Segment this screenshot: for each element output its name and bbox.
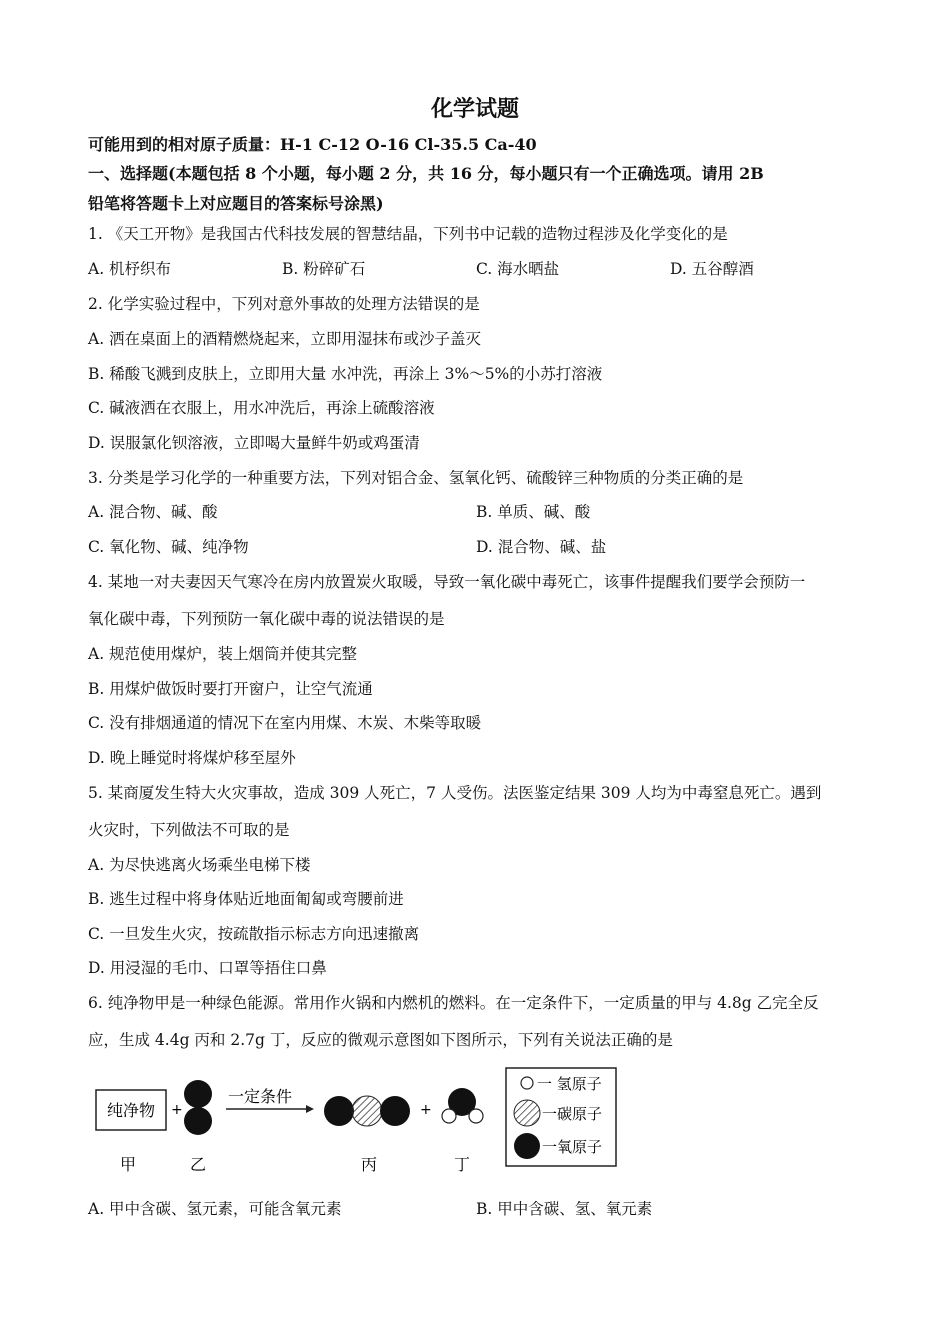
q6-stem-line2: 应，生成 4.4g 丙和 2.7g 丁，反应的微观示意图如下图所示，下列有关说法正确的是: [88, 1031, 673, 1049]
label-jia: 甲: [119, 1155, 137, 1174]
q3-stem: 3. 分类是学习化学的一种重要方法，下列对铝合金、氢氧化钙、硫酸锌三种物质的分类正确的是: [88, 469, 744, 487]
q5-option-a: A. 为尽快逃离火场乘坐电梯下楼: [88, 856, 311, 874]
label-bing: 丙: [360, 1155, 378, 1174]
q1-stem: 1. 《天工开物》是我国古代科技发展的智慧结晶，下列书中记载的造物过程涉及化学变化的是: [88, 225, 728, 243]
hydrogen-atom: [469, 1109, 483, 1123]
page-title: 化学试题: [430, 96, 519, 122]
oxygen-atom: [184, 1107, 212, 1135]
q4-option-a: A. 规范使用煤炉，装上烟筒并使其完整: [88, 645, 358, 663]
q2-stem: 2. 化学实验过程中，下列对意外事故的处理方法错误的是: [88, 295, 480, 313]
q5-option-d: D. 用浸湿的毛巾、口罩等捂住口鼻: [88, 959, 327, 977]
legend-hydrogen-icon: [521, 1077, 533, 1089]
q4-stem-line2: 氧化碳中毒，下列预防一氧化碳中毒的说法错误的是: [88, 610, 445, 628]
q3-option-a: A. 混合物、碱、酸: [88, 503, 218, 521]
label-ding: 丁: [453, 1155, 471, 1174]
reaction-condition: 一定条件: [228, 1087, 293, 1106]
legend-oxygen-label: 一氧原子: [542, 1138, 603, 1156]
q2-option-c: C. 碱液洒在衣服上，用水冲洗后，再涂上硫酸溶液: [88, 399, 435, 417]
reaction-arrow-head: [306, 1105, 314, 1113]
section-heading-line2: 铅笔将答题卡上对应题目的答案标号涂黑): [88, 194, 384, 213]
q2-option-a: A. 洒在桌面上的酒精燃烧起来，立即用湿抹布或沙子盖灭: [88, 330, 482, 348]
oxygen-atom: [184, 1080, 212, 1108]
q6-stem-line1: 6. 纯净物甲是一种绿色能源。常用作火锅和内燃机的燃料。在一定条件下，一定质量的甲与 4.8g 乙完全反: [88, 994, 819, 1012]
q1-option-a: A. 机杼织布: [88, 260, 172, 278]
q4-option-b: B. 用煤炉做饭时要打开窗户，让空气流通: [88, 680, 373, 698]
hydrogen-atom: [442, 1109, 456, 1123]
reactant-box-label: 纯净物: [106, 1101, 156, 1120]
oxygen-atom: [380, 1096, 410, 1126]
legend-hydrogen-label: 一 氢原子: [537, 1075, 602, 1093]
q3-option-c: C. 氧化物、碱、纯净物: [88, 538, 249, 556]
q2-option-b: B. 稀酸飞溅到皮肤上，立即用大量 水冲洗，再涂上 3%～5%的小苏打溶液: [88, 365, 603, 383]
legend-oxygen-icon: [514, 1133, 540, 1159]
q5-option-b: B. 逃生过程中将身体贴近地面匍匐或弯腰前进: [88, 890, 404, 908]
plus-sign-2: +: [420, 1102, 432, 1118]
oxygen-atom: [324, 1096, 354, 1126]
q6-option-a: A. 甲中含碳、氢元素，可能含氧元素: [88, 1200, 342, 1218]
q1-option-c: C. 海水晒盐: [476, 260, 560, 278]
q5-stem-line1: 5. 某商厦发生特大火灾事故，造成 309 人死亡，7 人受伤。法医鉴定结果 309 人均为中毒窒息死亡。遇到: [88, 784, 822, 802]
q4-option-c: C. 没有排烟通道的情况下在室内用煤、木炭、木柴等取暖: [88, 714, 482, 732]
q3-option-b: B. 单质、碱、酸: [476, 503, 591, 521]
label-yi: 乙: [189, 1155, 207, 1174]
q5-option-c: C. 一旦发生火灾，按疏散指示标志方向迅速撤离: [88, 925, 420, 943]
carbon-atom: [352, 1096, 382, 1126]
atomic-masses: 可能用到的相对原子质量：H-1 C-12 O-16 Cl-35.5 Ca-40: [88, 135, 537, 154]
legend-carbon-icon: [514, 1100, 540, 1126]
plus-sign-1: +: [171, 1102, 183, 1118]
q1-option-d: D. 五谷醇酒: [670, 260, 754, 278]
legend-carbon-label: 一碳原子: [542, 1105, 603, 1123]
q2-option-d: D. 误服氯化钡溶液，立即喝大量鲜牛奶或鸡蛋清: [88, 434, 420, 452]
section-heading-line1: 一、选择题(本题包括 8 个小题，每小题 2 分，共 16 分，每小题只有一个正确选项。请用 2B: [88, 164, 764, 183]
q5-stem-line2: 火灾时，下列做法不可取的是: [88, 821, 290, 839]
reaction-diagram: [0, 1062, 950, 1182]
q4-option-d: D. 晚上睡觉时将煤炉移至屋外: [88, 749, 296, 767]
q4-stem-line1: 4. 某地一对夫妻因天气寒冷在房内放置炭火取暖，导致一氧化碳中毒死亡，该事件提醒我们要学会预防一: [88, 573, 806, 591]
q1-option-b: B. 粉碎矿石: [282, 260, 366, 278]
q6-option-b: B. 甲中含碳、氢、氧元素: [476, 1200, 653, 1218]
q3-option-d: D. 混合物、碱、盐: [476, 538, 607, 556]
